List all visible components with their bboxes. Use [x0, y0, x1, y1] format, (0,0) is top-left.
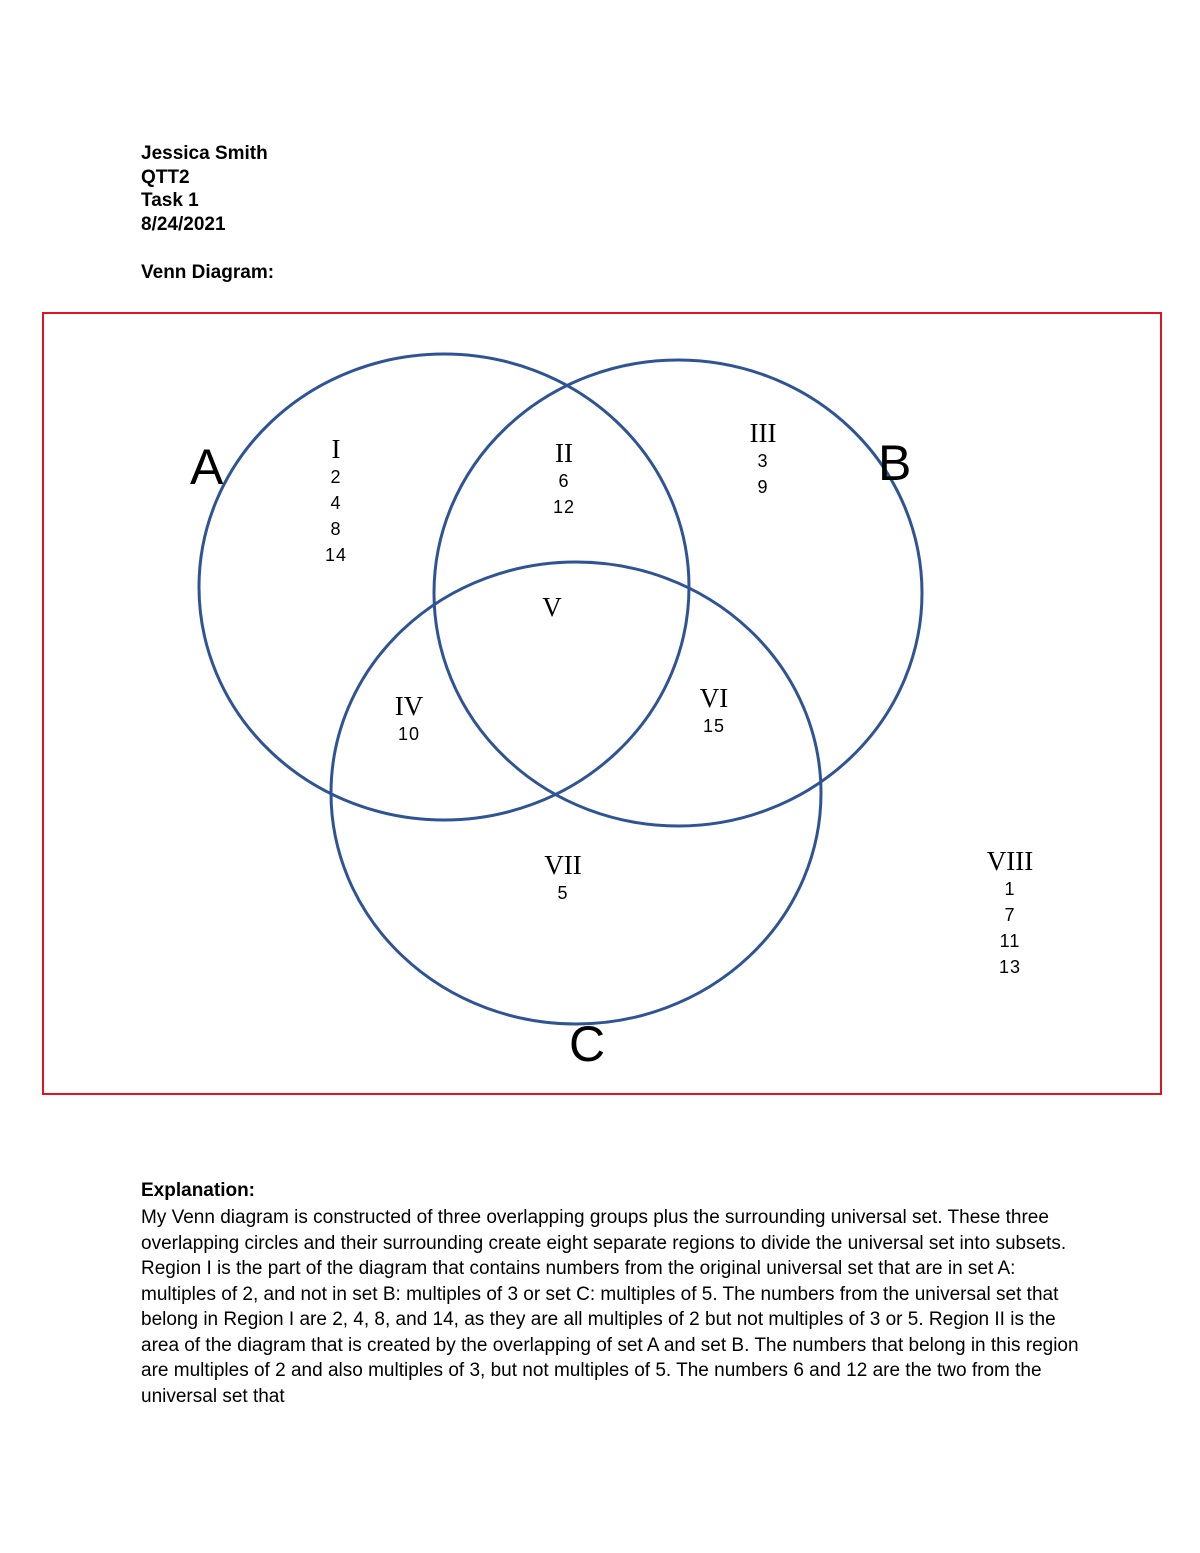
region-member: 6 [558, 471, 570, 491]
region-numeral: IV [394, 691, 424, 721]
document-date: 8/24/2021 [141, 213, 226, 235]
author-name: Jessica Smith [141, 143, 268, 164]
region-member: 2 [330, 467, 342, 487]
explanation-title: Explanation: [141, 1180, 256, 1201]
set-label-c: C [569, 1016, 606, 1072]
region-member: 15 [702, 716, 726, 736]
region-7 [544, 850, 581, 906]
course-code: QTT2 [141, 166, 190, 188]
region-member: 13 [998, 957, 1022, 977]
region-numeral: V [542, 592, 562, 622]
region-member: 9 [757, 477, 769, 497]
task-label: Task 1 [141, 190, 199, 211]
region-member: 12 [552, 497, 576, 517]
region-member: 8 [330, 519, 342, 539]
region-8 [987, 846, 1033, 980]
region-numeral: VII [544, 850, 582, 880]
explanation-text: My Venn diagram is constructed of three overlapping groups plus the surrounding universal set. These three overlapping circles and their surrounding create eight separate regions to divide the universal set into subsets. Region I is the part of the diagram that contains numbers from the original universal set that are in set A: multiples of 2, and not in set B: multiples of 3 or set C: multiples of 5. The numbers from the universal set that belong in Region I are 2, 4, 8, and 14, as they are all multiples of 2 but not multiples of 3 or 5. Region II is the area of the diagram that is created by the overlapping of set A and set B. The numbers that belong in this region are multiples of 2 and also multiples of 3, but not multiples of 5. The numbers 6 and 12 are the two from the universal set that [141, 1207, 1079, 1407]
region-member: 4 [330, 493, 342, 513]
region-1 [325, 434, 347, 568]
venn-diagram-frame [42, 312, 1162, 1095]
set-label-b: B [878, 435, 912, 491]
set-label-a: A [190, 439, 224, 495]
region-member: 5 [557, 883, 569, 903]
region-numeral: II [555, 438, 573, 468]
circle-c [331, 562, 821, 1024]
venn-heading: Venn Diagram: [141, 262, 275, 283]
region-6 [700, 683, 729, 739]
region-4 [395, 691, 424, 747]
document-header [141, 142, 268, 236]
region-numeral: I [331, 434, 341, 464]
region-member: 10 [397, 724, 421, 744]
region-numeral: VI [699, 683, 729, 713]
region-member: 3 [757, 451, 769, 471]
region-5 [542, 592, 562, 622]
region-member: 7 [1004, 905, 1016, 925]
region-numeral: III [749, 418, 777, 448]
circle-b [434, 360, 922, 826]
region-3 [750, 418, 777, 500]
region-member: 11 [999, 931, 1021, 951]
region-numeral: VIII [986, 846, 1034, 876]
region-member: 14 [324, 545, 348, 565]
region-2 [553, 438, 575, 520]
circle-a [199, 354, 689, 820]
region-member: 1 [1004, 879, 1016, 899]
